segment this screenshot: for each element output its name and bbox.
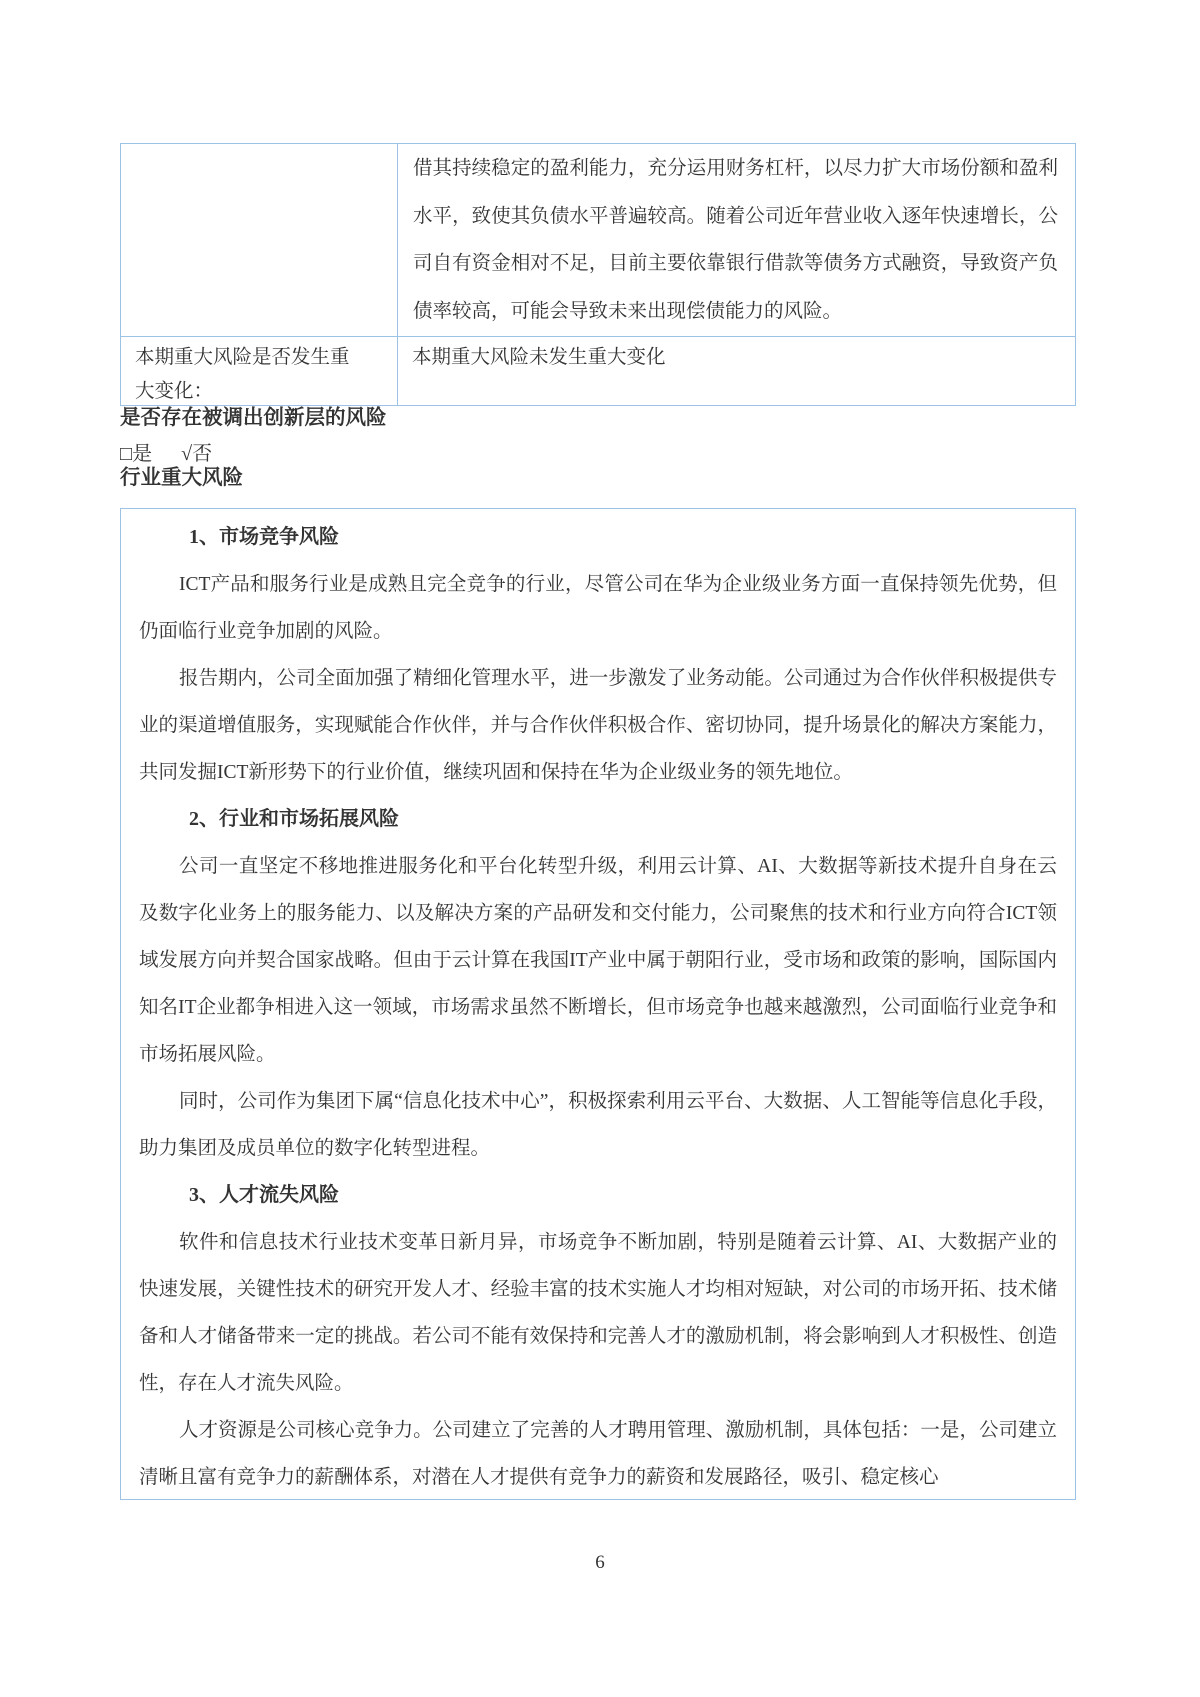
table-label-text <box>122 145 396 211</box>
table-row <box>121 144 1076 337</box>
industry-risk-heading: 行业重大风险 <box>120 467 243 489</box>
checkbox-option-yes: □是 <box>120 443 153 465</box>
table-cell-label <box>121 337 398 406</box>
major-risk-change-label: 本期重大风险是否发生重大变化： <box>135 347 350 402</box>
section-paragraph: 公司一直坚定不移地推进服务化和平台化转型升级，利用云计算、AI、大数据等新技术提升自身在云及数字化业务上的服务能力、以及解决方案的产品研发和交付能力，公司聚焦的技术和行业方向符合ICT领域发展方向并契合国家战略。但由于云计算在我国IT产业中属于朝阳行业，受市场和政策的影响，国际国内知名IT企业都争相进入这一领域，市场需求虽然不断增长，但市场竞争也越来越激烈，公司面临行业竞争和市场拓展风险。 <box>139 856 1057 1065</box>
section-paragraph: 人才资源是公司核心竞争力。公司建立了完善的人才聘用管理、激励机制，具体包括：一是，公司建立清晰且富有竞争力的薪酬体系，对潜在人才提供有竞争力的薪资和发展路径，吸引、稳定核心 <box>139 1420 1057 1488</box>
section-title-talent-loss: 3、人才流失风险 <box>189 1184 339 1206</box>
table-cell-content <box>398 144 1076 337</box>
section-paragraph: 软件和信息技术行业技术变革日新月异，市场竞争不断加剧，特别是随着云计算、AI、大数据产业的快速发展，关键性技术的研究开发人才、经验丰富的技术实施人才均相对短缺，对公司的市场开拓、技术储备和人才储备带来一定的挑战。若公司不能有效保持和完善人才的激励机制，将会影响到人才积极性、创造性，存在人才流失风险。 <box>139 1232 1057 1394</box>
section-paragraph: ICT产品和服务行业是成熟且完全竞争的行业，尽管公司在华为企业级业务方面一直保持领先优势，但仍面临行业竞争加剧的风险。 <box>139 574 1057 642</box>
section-paragraph: 同时，公司作为集团下属“信息化技术中心”，积极探索利用云平台、大数据、人工智能等信息化手段，助力集团及成员单位的数字化转型进程。 <box>139 1091 1057 1159</box>
delisting-risk-heading: 是否存在被调出创新层的风险 <box>120 407 387 429</box>
checkbox-option-no-checked: √否 <box>181 443 213 465</box>
risk-continuation-paragraph: 借其持续稳定的盈利能力，充分运用财务杠杆，以尽力扩大市场份额和盈利水平，致使其负债水平普遍较高。随着公司近年营业收入逐年快速增长，公司自有资金相对不足，目前主要依靠银行借款等债务方式融资，导致资产负债率较高，可能会导致未来出现偿债能力的风险。 <box>413 158 1058 322</box>
page-number: 6 <box>595 1552 605 1573</box>
section-paragraph: 报告期内，公司全面加强了精细化管理水平，进一步激发了业务动能。公司通过为合作伙伴积极提供专业的渠道增值服务，实现赋能合作伙伴，并与合作伙伴积极合作、密切协同，提升场景化的解决方案能力，共同发掘ICT新形势下的行业价值，继续巩固和保持在华为企业级业务的领先地位。 <box>139 668 1057 783</box>
industry-risk-box <box>120 508 1076 1500</box>
table-row <box>121 337 1076 406</box>
delisting-risk-options <box>120 442 1076 466</box>
table-cell-label-empty <box>121 144 398 337</box>
section-title-market-expansion: 2、行业和市场拓展风险 <box>189 808 399 830</box>
major-risk-table <box>120 143 1076 406</box>
page-content <box>120 0 1076 1500</box>
table-cell-content <box>398 337 1076 406</box>
major-risk-change-value: 本期重大风险未发生重大变化 <box>412 347 666 368</box>
section-title-market-competition: 1、市场竞争风险 <box>189 526 339 548</box>
